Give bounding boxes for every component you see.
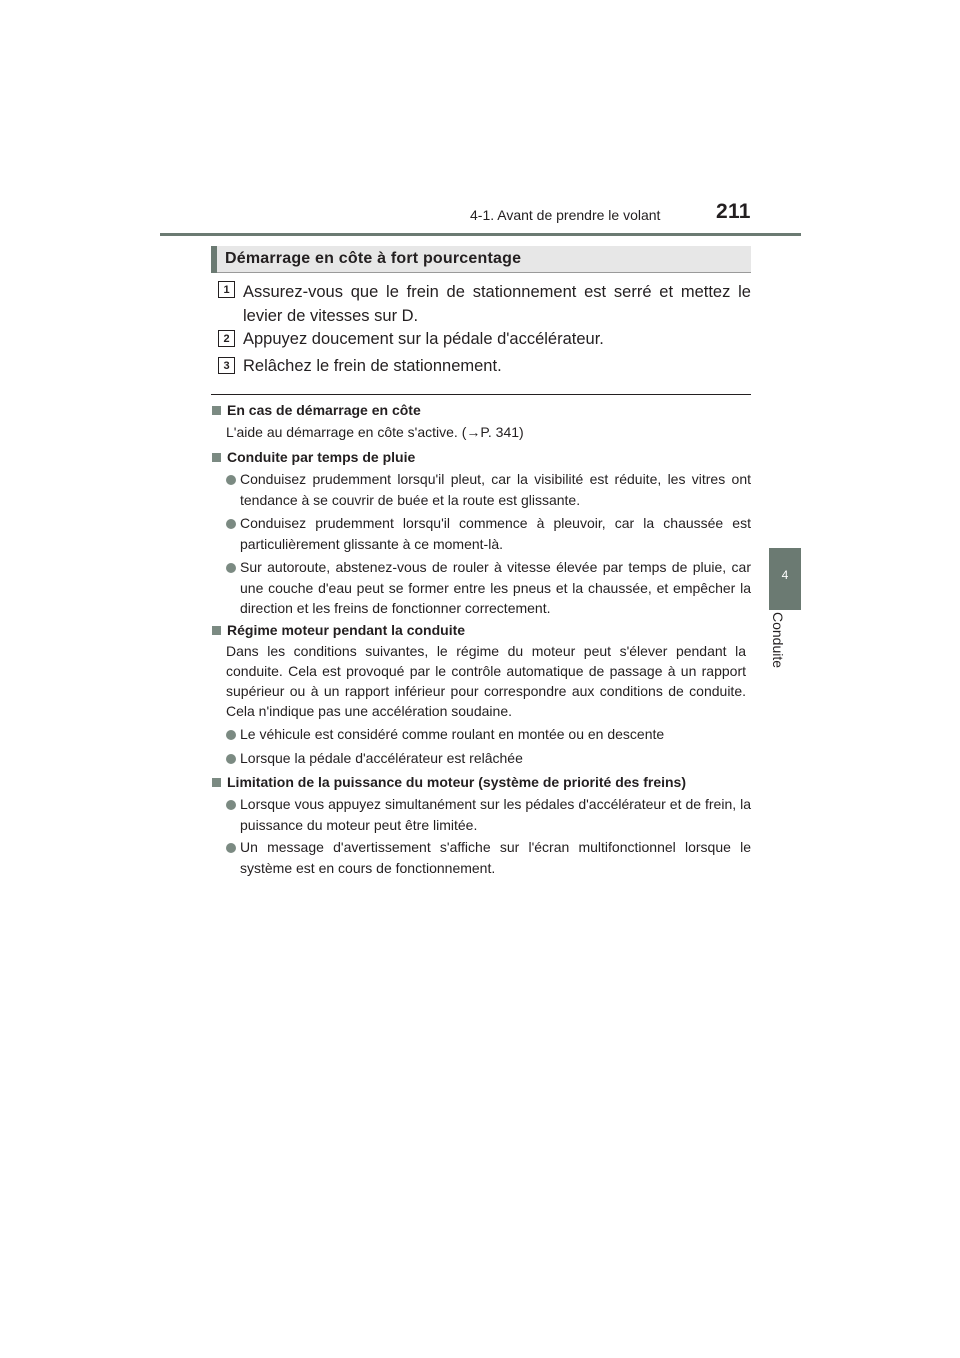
round-bullet-icon	[226, 519, 236, 529]
section-title: Démarrage en côte à fort pourcentage	[225, 250, 522, 267]
note-body: L'aide au démarrage en côte s'active. (→P. 341)	[226, 424, 524, 440]
square-bullet-icon	[212, 626, 221, 635]
chapter-tab-number: 4	[781, 568, 789, 582]
note-heading-text: Limitation de la puissance du moteur (système de priorité des freins)	[227, 774, 686, 790]
round-bullet-icon	[226, 800, 236, 810]
note-heading	[212, 449, 415, 465]
step-number-badge: 2	[218, 330, 235, 347]
square-bullet-icon	[212, 406, 221, 415]
note-heading-text: En cas de démarrage en côte	[227, 402, 421, 418]
chapter-tab-label-wrap	[770, 612, 842, 669]
note-bullet: Le véhicule est considéré comme roulant en montée ou en descente	[240, 726, 665, 742]
note-heading	[212, 622, 465, 638]
note-bullet: Lorsque la pédale d'accélérateur est relâchée	[240, 750, 523, 766]
round-bullet-icon	[226, 843, 236, 853]
step-number-badge: 1	[218, 281, 235, 298]
page-number: 211	[716, 200, 751, 223]
round-bullet-icon	[226, 475, 236, 485]
round-bullet-icon	[226, 563, 236, 573]
step-text: Appuyez doucement sur la pédale d'accélérateur.	[243, 330, 604, 348]
note-bullet: Sur autoroute, abstenez-vous de rouler à vitesse élevée par temps de pluie, car une couche d'eau peut se former entre les pneus et la chaussée, et empêcher la direction et les freins de fonctionner correctement.	[240, 559, 751, 616]
note-bullet: Lorsque vous appuyez simultanément sur les pédales d'accélérateur et de frein, la puissance du moteur peut être limitée.	[240, 796, 751, 833]
note-bullet: Conduisez prudemment lorsqu'il commence à pleuvoir, car la chaussée est particulièrement glissante à ce moment-là.	[240, 515, 751, 552]
square-bullet-icon	[212, 453, 221, 462]
section-title-accent	[211, 246, 217, 273]
note-bullet: Conduisez prudemment lorsqu'il pleut, car la visibilité est réduite, les vitres ont tendance à se couvrir de buée et la route est glissante.	[240, 471, 751, 508]
note-bullet: Un message d'avertissement s'affiche sur l'écran multifonctionnel lorsque le système est en cours de fonctionnement.	[240, 839, 751, 876]
step-text: Relâchez le frein de stationnement.	[243, 357, 502, 375]
running-header-section: 4-1. Avant de prendre le volant	[470, 207, 661, 223]
header-rule	[160, 233, 801, 236]
round-bullet-icon	[226, 730, 236, 740]
note-heading	[212, 774, 686, 790]
step-number-badge: 3	[218, 357, 235, 374]
section-divider	[211, 394, 751, 395]
chapter-tab-label: Conduite	[770, 612, 786, 669]
note-heading-text: Régime moteur pendant la conduite	[227, 622, 466, 638]
round-bullet-icon	[226, 754, 236, 764]
note-body: Dans les conditions suivantes, le régime du moteur peut s'élever pendant la conduite. Cela est provoqué par le contrôle automatique de passage à un rapport supérieur ou à un rapport inférieur pour correspondre aux conditions de conduite. Cela n'indique pas une accélération soudaine.	[226, 643, 746, 719]
note-heading-text: Conduite par temps de pluie	[227, 449, 416, 465]
step-text: Assurez-vous que le frein de stationnement est serré et mettez le levier de vitesses sur D.	[243, 283, 751, 325]
square-bullet-icon	[212, 778, 221, 787]
note-heading	[212, 402, 421, 418]
